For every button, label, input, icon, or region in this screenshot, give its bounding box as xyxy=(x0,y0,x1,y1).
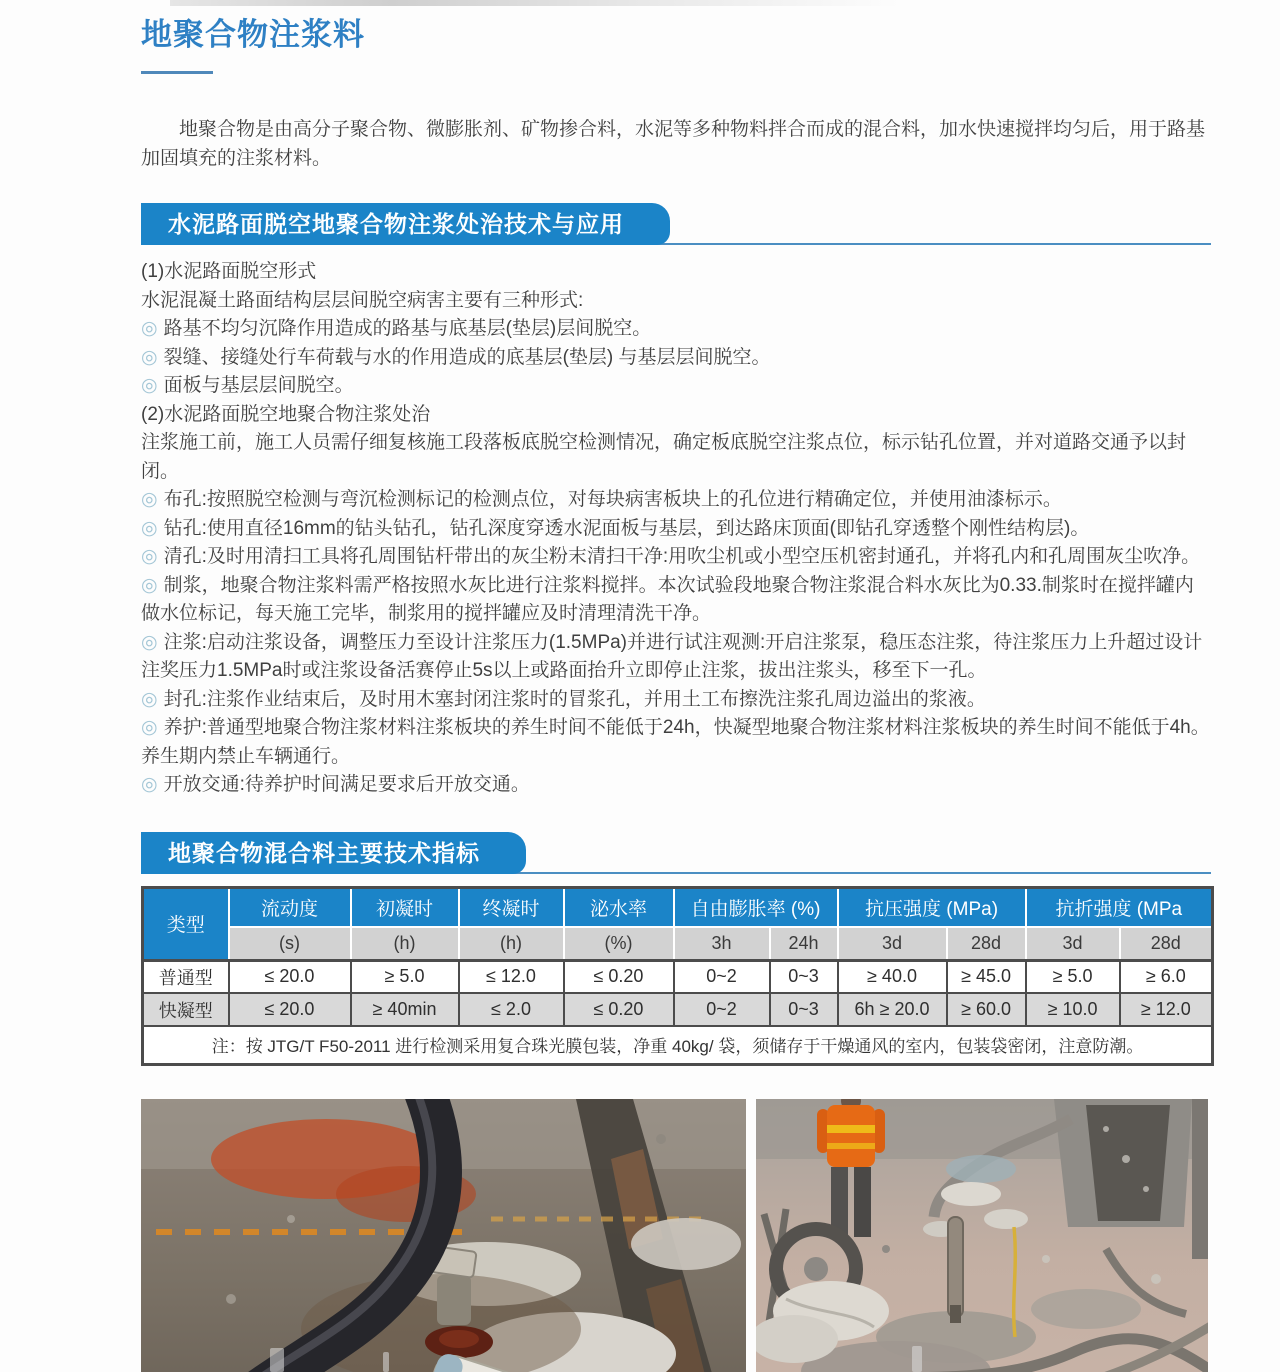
value-cell: ≤ 0.20 xyxy=(564,993,674,1026)
list-item-text: 布孔:按照脱空检测与弯沉检测标记的检测点位，对每块病害板块上的孔位进行精确定位，并使用油漆标示。 xyxy=(163,489,1062,510)
title-underline xyxy=(141,71,213,74)
list-item xyxy=(141,344,1211,373)
value-cell: ≥ 40.0 xyxy=(838,960,947,993)
header-cell: 泌水率 xyxy=(564,887,674,927)
header-cell: 初凝时 xyxy=(351,887,459,927)
ring-bullet-icon: ◎ xyxy=(141,688,158,710)
list-item xyxy=(141,486,1211,515)
row-type-cell: 快凝型 xyxy=(143,993,229,1026)
list-item xyxy=(141,315,1211,344)
list-item xyxy=(141,515,1211,544)
value-cell: 6h ≥ 20.0 xyxy=(838,993,947,1026)
value-cell: ≤ 0.20 xyxy=(564,960,674,993)
value-cell: ≤ 20.0 xyxy=(229,993,351,1026)
photo-row xyxy=(141,1099,1211,1372)
subheader-cell: 3d xyxy=(1026,927,1120,960)
ring-bullet-icon: ◎ xyxy=(141,774,158,795)
list-item xyxy=(141,629,1211,686)
value-cell: ≥ 10.0 xyxy=(1026,993,1120,1026)
list-item-text: 裂缝、接缝处行车荷载与水的作用造成的底基层(垫层) 与基层层间脱空。 xyxy=(163,346,771,368)
list-item-text: 清孔:及时用清扫工具将孔周围钻杆带出的灰尘粉末清扫干净:用吹尘机或小型空压机密封通孔，并将孔内和孔周围灰尘吹净。 xyxy=(163,546,1201,567)
list-item-text: 水泥混凝土路面结构层层间脱空病害主要有三种形式: xyxy=(141,289,584,311)
photo-grouting-site-image xyxy=(756,1099,1208,1372)
table-row xyxy=(143,960,1213,993)
list-item xyxy=(141,714,1211,771)
value-cell: ≥ 5.0 xyxy=(1026,960,1120,993)
intro-paragraph: 地聚合物是由高分子聚合物、微膨胀剂、矿物掺合料，水泥等多种物料拌合而成的混合料，加水快速搅拌均匀后，用于路基加固填充的注浆材料。 xyxy=(141,119,1206,169)
table-note: 注：按 JTG/T F50-2011 进行检测采用复合珠光膜包装，净重 40kg/ 袋，须储存于干燥通风的室内，包装袋密闭，注意防潮。 xyxy=(143,1026,1213,1064)
list-item-text: (2)水泥路面脱空地聚合物注浆处治 xyxy=(141,403,431,425)
list-item xyxy=(141,543,1211,572)
subheader-cell: (s) xyxy=(229,927,351,960)
table-header-row-1 xyxy=(143,887,1213,927)
ring-bullet-icon: ◎ xyxy=(141,375,158,396)
subheader-cell: 28d xyxy=(947,927,1026,960)
ring-bullet-icon: ◎ xyxy=(141,517,158,539)
page-content xyxy=(141,0,1211,1372)
header-cell: 终凝时 xyxy=(459,887,564,927)
header-cell-type: 类型 xyxy=(143,887,229,960)
ring-bullet-icon: ◎ xyxy=(141,489,158,510)
list-item xyxy=(141,287,1211,316)
page-title: 地聚合物注浆料 xyxy=(141,17,365,52)
ring-bullet-icon: ◎ xyxy=(141,546,158,567)
value-cell: 0~3 xyxy=(770,993,838,1026)
list-item-text: (1)水泥路面脱空形式 xyxy=(141,261,317,282)
ring-bullet-icon: ◎ xyxy=(141,574,158,596)
list-item-text: 养护:普通型地聚合物注浆材料注浆板块的养生时间不能低于24h，快凝型地聚合物注浆材料注浆板块的养生时间不能低于4h。养生期内禁止车辆通行。 xyxy=(141,717,1210,767)
value-cell: ≤ 20.0 xyxy=(229,960,351,993)
value-cell: ≥ 40min xyxy=(351,993,459,1026)
value-cell: 0~2 xyxy=(674,993,770,1026)
value-cell: ≥ 12.0 xyxy=(1120,993,1213,1026)
list-item xyxy=(141,401,1211,430)
section-banner-specs xyxy=(141,832,1211,874)
ring-bullet-icon: ◎ xyxy=(141,318,158,339)
list-item-text: 注浆:启动注浆设备，调整压力至设计注浆压力(1.5MPa)并进行试注观测:开启注浆泵，稳压态注浆，待注浆压力上升超过设计注奖压力1.5MPa时或注浆设备活赛停止5s以上或路面抬升立即停止注浆，拔出注浆头，移至下一孔。 xyxy=(141,631,1203,681)
value-cell: 0~3 xyxy=(770,960,838,993)
value-cell: ≤ 12.0 xyxy=(459,960,564,993)
list-item-text: 钻孔:使用直径16mm的钻头钻孔，钻孔深度穿透水泥面板与基层，到达路床顶面(即钻孔穿透整个刚性结构层)。 xyxy=(163,517,1090,539)
scan-artifact xyxy=(270,1348,284,1372)
section-banner-label: 地聚合物混合料主要技术指标 xyxy=(141,832,526,874)
value-cell: ≥ 6.0 xyxy=(1120,960,1213,993)
ring-bullet-icon: ◎ xyxy=(141,631,158,653)
value-cell: ≥ 60.0 xyxy=(947,993,1026,1026)
list-item-text: 封孔:注浆作业结束后，及时用木塞封闭注浆时的冒浆孔，并用土工布擦洗注浆孔周边溢出的浆液。 xyxy=(163,688,986,710)
subheader-cell: (h) xyxy=(459,927,564,960)
header-cell: 流动度 xyxy=(229,887,351,927)
list-item xyxy=(141,429,1211,486)
list-item-text: 开放交通:待养护时间满足要求后开放交通。 xyxy=(163,774,530,795)
header-cell: 自由膨胀率 (%) xyxy=(674,887,838,927)
list-item-text: 面板与基层层间脱空。 xyxy=(163,375,354,396)
list-item xyxy=(141,771,1211,800)
subheader-cell: (h) xyxy=(351,927,459,960)
list-item xyxy=(141,258,1211,287)
value-cell: ≥ 45.0 xyxy=(947,960,1026,993)
table-row xyxy=(143,993,1213,1026)
photo-grouting-site xyxy=(756,1099,1208,1372)
subheader-cell: 3d xyxy=(838,927,947,960)
list-item xyxy=(141,686,1211,715)
list-item xyxy=(141,572,1211,629)
header-cell: 抗压强度 (MPa) xyxy=(838,887,1026,927)
section-banner-label: 水泥路面脱空地聚合物注浆处治技术与应用 xyxy=(141,203,670,245)
list-item xyxy=(141,372,1211,401)
subheader-cell: 3h xyxy=(674,927,770,960)
scan-artifact xyxy=(383,1352,389,1372)
photo-grouting-hose xyxy=(141,1099,746,1372)
value-cell: ≥ 5.0 xyxy=(351,960,459,993)
list-item-text: 制浆，地聚合物注浆料需严格按照水灰比进行注浆料搅拌。本次试验段地聚合物注浆混合料水灰比为0.33.制浆时在搅拌罐内做水位标记，每天施工完毕，制浆用的搅拌罐应及时清理清洗干净。 xyxy=(141,574,1194,624)
list-item-text: 注浆施工前，施工人员需仔细复核施工段落板底脱空检测情况，确定板底脱空注浆点位，标示钻孔位置，并对道路交通予以封闭。 xyxy=(141,432,1187,482)
value-cell: ≤ 2.0 xyxy=(459,993,564,1026)
spec-table xyxy=(141,886,1214,1066)
scan-artifact xyxy=(912,1346,922,1372)
subheader-cell: (%) xyxy=(564,927,674,960)
spec-table-wrap xyxy=(141,886,1211,1066)
ring-bullet-icon: ◎ xyxy=(141,717,158,738)
subheader-cell: 28d xyxy=(1120,927,1213,960)
photo-grouting-hose-image xyxy=(141,1099,746,1372)
row-type-cell: 普通型 xyxy=(143,960,229,993)
table-header-row-2 xyxy=(143,927,1213,960)
list-item-text: 路基不均匀沉降作用造成的路基与底基层(垫层)层间脱空。 xyxy=(163,318,652,339)
table-note-row xyxy=(143,1026,1213,1064)
technique-body xyxy=(141,258,1211,800)
section-banner-technique xyxy=(141,203,1211,245)
ring-bullet-icon: ◎ xyxy=(141,346,158,368)
value-cell: 0~2 xyxy=(674,960,770,993)
header-cell: 抗折强度 (MPa xyxy=(1026,887,1213,927)
subheader-cell: 24h xyxy=(770,927,838,960)
